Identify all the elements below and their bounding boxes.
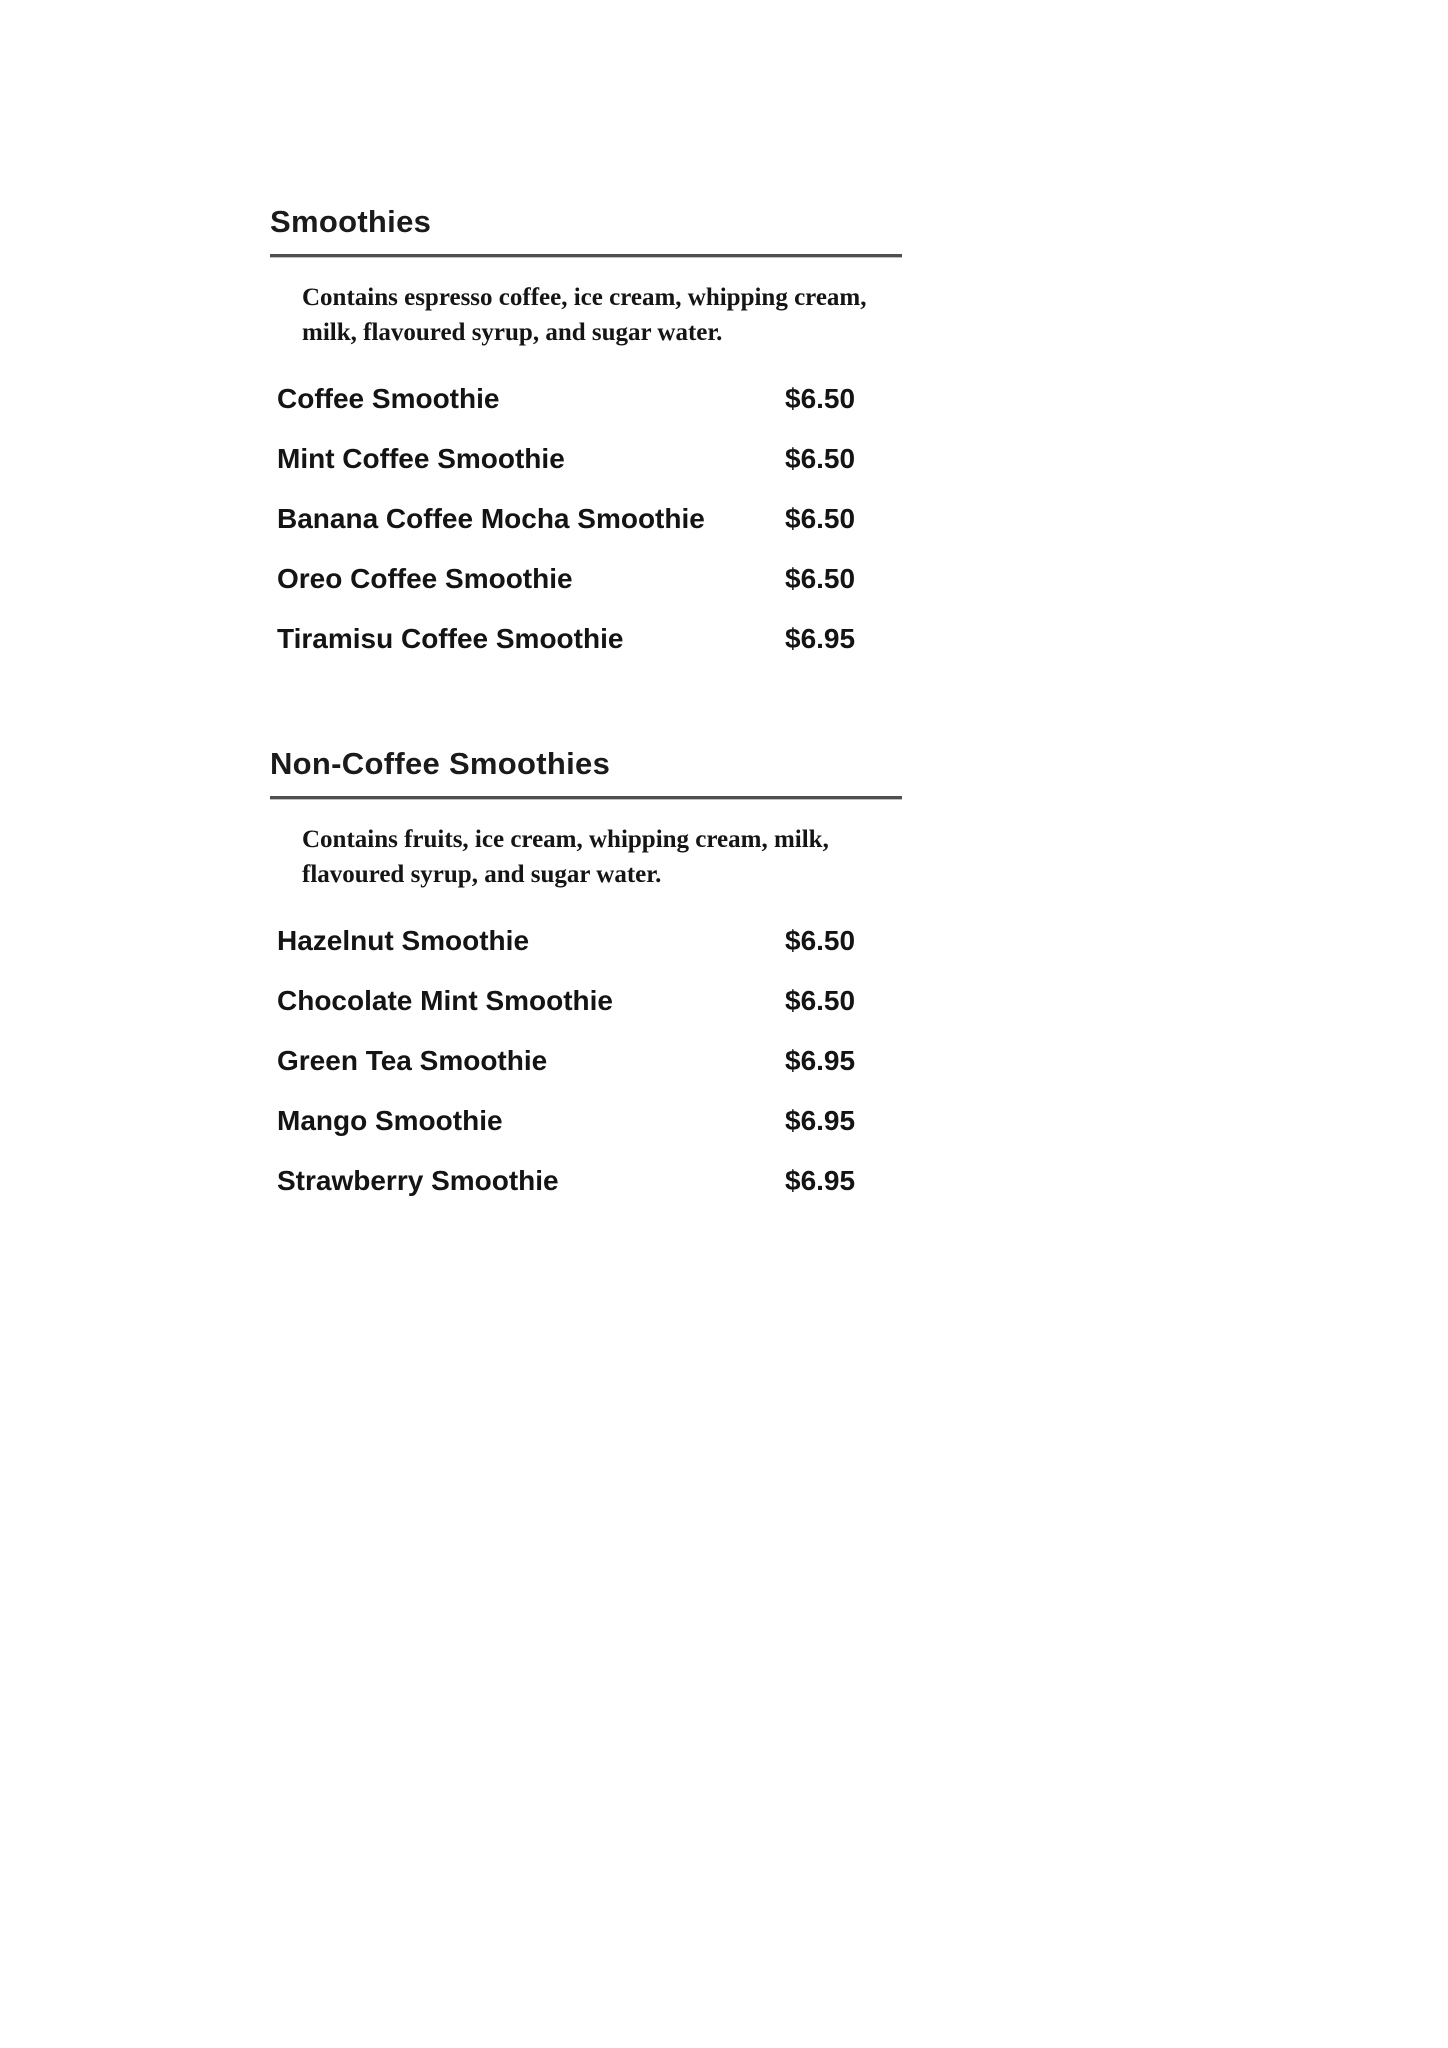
- item-name: Coffee Smoothie: [277, 383, 500, 415]
- item-price: $6.95: [785, 1105, 856, 1137]
- item-list: [270, 924, 910, 1197]
- item-name: Banana Coffee Mocha Smoothie: [277, 503, 705, 535]
- menu-item: [277, 502, 910, 535]
- menu-item: [277, 442, 910, 475]
- item-name: Mango Smoothie: [277, 1105, 503, 1137]
- item-price: $6.95: [785, 623, 856, 655]
- menu-item: [277, 1164, 910, 1197]
- item-name: Hazelnut Smoothie: [277, 925, 530, 957]
- section-smoothies: [270, 205, 910, 655]
- item-name: Mint Coffee Smoothie: [277, 443, 565, 475]
- item-price: $6.50: [785, 563, 856, 595]
- item-price: $6.50: [785, 985, 856, 1017]
- menu-item: [277, 562, 910, 595]
- item-list: [270, 382, 910, 655]
- menu-item: [277, 924, 910, 957]
- item-price: $6.95: [785, 1045, 856, 1077]
- item-price: $6.50: [785, 443, 856, 475]
- item-price: $6.50: [785, 925, 856, 957]
- section-non-coffee-smoothies: [270, 747, 910, 1197]
- item-name: Tiramisu Coffee Smoothie: [277, 623, 624, 655]
- item-price: $6.50: [785, 383, 856, 415]
- item-name: Strawberry Smoothie: [277, 1165, 559, 1197]
- section-description: Contains espresso coffee, ice cream, whipping cream, milk, flavoured syrup, and sugar water.: [302, 284, 867, 346]
- menu-item: [277, 622, 910, 655]
- item-name: Oreo Coffee Smoothie: [277, 563, 573, 595]
- menu-item: [277, 1044, 910, 1077]
- item-name: Green Tea Smoothie: [277, 1045, 548, 1077]
- section-description: Contains fruits, ice cream, whipping cream, milk, flavoured syrup, and sugar water.: [302, 826, 829, 888]
- menu-item: [277, 382, 910, 415]
- section-title: Non-Coffee Smoothies: [270, 746, 611, 782]
- item-price: $6.95: [785, 1165, 856, 1197]
- section-title: Smoothies: [270, 204, 432, 239]
- item-name: Chocolate Mint Smoothie: [277, 985, 613, 1017]
- section-divider: [270, 254, 902, 257]
- menu-item: [277, 1104, 910, 1137]
- item-price: $6.50: [785, 503, 856, 535]
- menu-item: [277, 984, 910, 1017]
- section-divider: [270, 796, 902, 799]
